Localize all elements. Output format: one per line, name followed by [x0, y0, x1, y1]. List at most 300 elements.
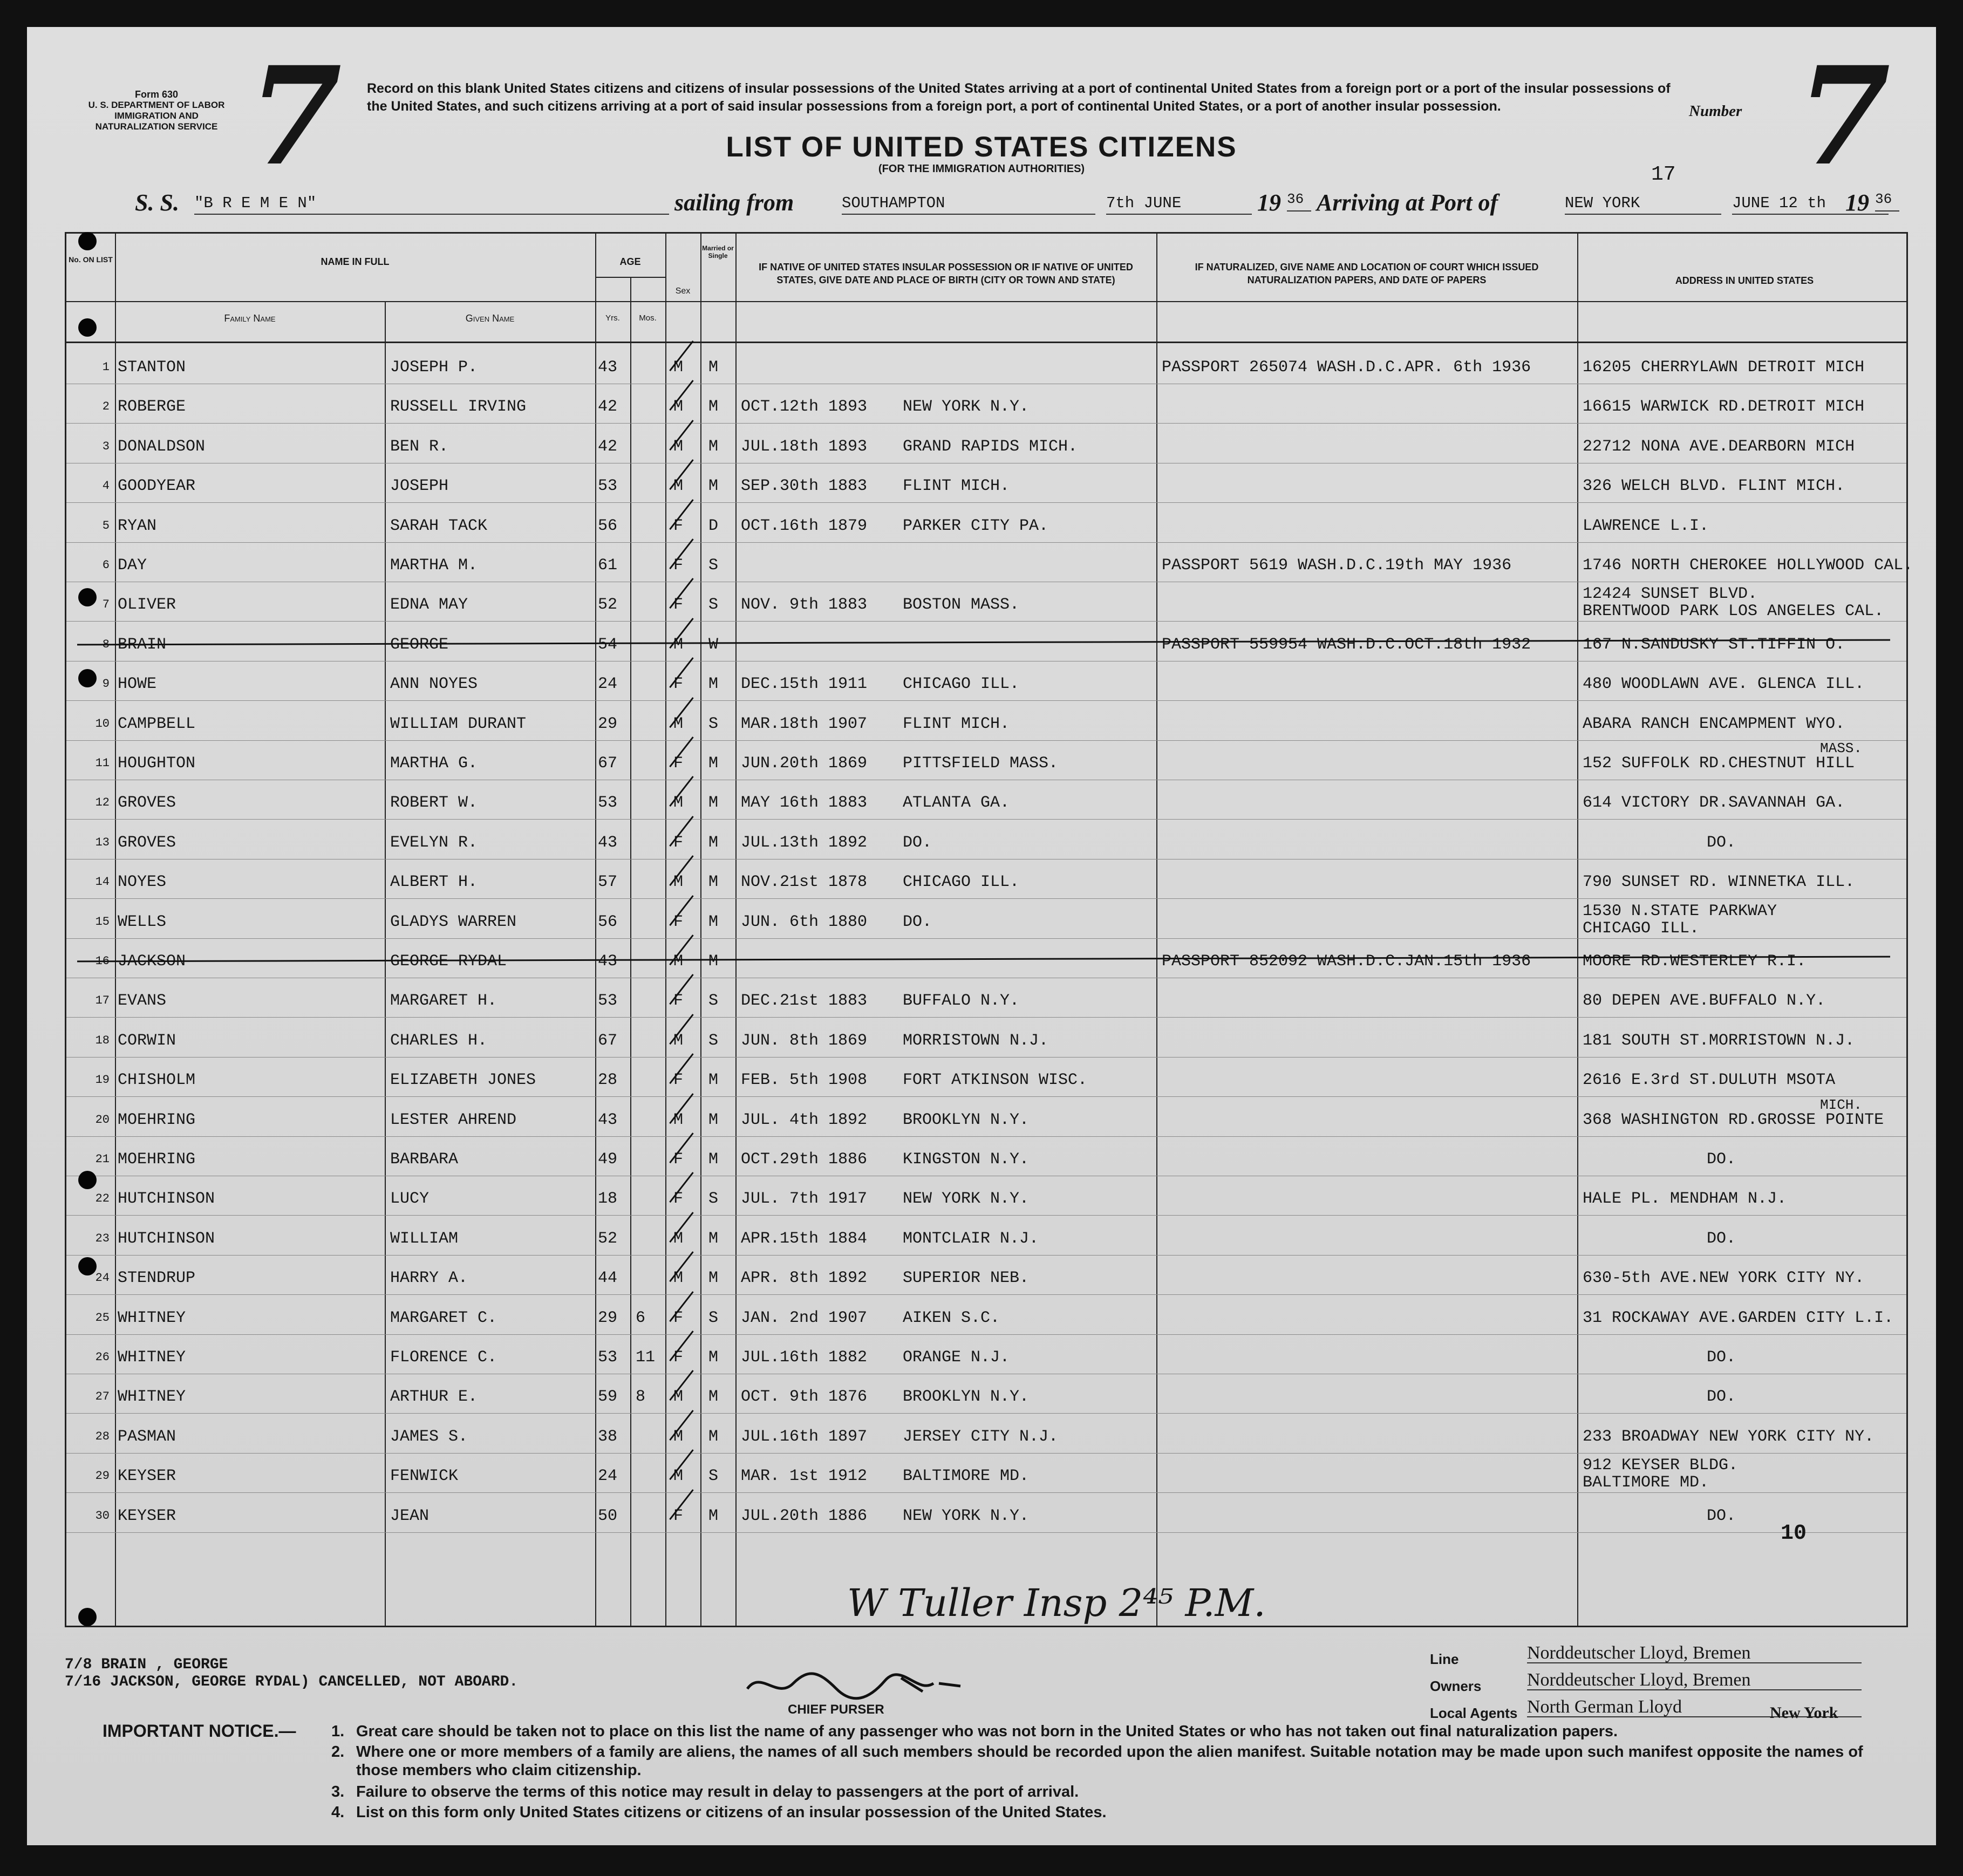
marital-status: S [708, 1190, 719, 1209]
age-years: 53 [598, 992, 618, 1011]
document-subtitle: (FOR THE IMMIGRATION AUTHORITIES) [878, 163, 1085, 175]
age-years: 67 [598, 1031, 618, 1050]
birth-date: FEB. 5th 1908 [741, 1071, 868, 1090]
header-bottom-rule [66, 342, 1906, 343]
age-years: 18 [598, 1190, 618, 1209]
port-of-arrival: NEW YORK [1565, 194, 1721, 215]
table-row [66, 1295, 1906, 1335]
col-naturalized: IF NATURALIZED, GIVE NAME AND LOCATION OF COURT WHICH ISSUED NATURALIZATION PAPERS, AND DATE OF PAPERS [1195, 262, 1539, 285]
line-label: Line [1430, 1651, 1459, 1667]
sex: F [673, 1071, 684, 1090]
marital-status: S [708, 1467, 719, 1486]
age-years: 42 [598, 398, 618, 417]
birth-date: JUL. 4th 1892 [741, 1110, 868, 1129]
address: DO. [1707, 1229, 1736, 1248]
birth-date: OCT.29th 1886 [741, 1150, 868, 1169]
birth-place: DO. [903, 833, 932, 852]
age-years: 24 [598, 675, 618, 694]
sex: F [673, 1348, 684, 1367]
punch-hole [78, 318, 97, 337]
age-years: 49 [598, 1150, 618, 1169]
table-row [66, 1136, 1906, 1176]
cancel-note: 7/8 BRAIN , GEORGE [65, 1656, 228, 1673]
table-row [66, 542, 1913, 582]
birth-date: OCT. 9th 1876 [741, 1388, 868, 1407]
birth-place: AIKEN S.C. [903, 1308, 1000, 1327]
naturalization: PASSPORT 852092 WASH.D.C.JAN.15th 1936 [1162, 952, 1531, 971]
table-row [66, 978, 1906, 1018]
notice-item: 2. Where one or more members of a family are aliens, the names of all such members should be recorded upon the alien manifest. Suitable notation may be made upon such manifest opposite the names of those members who claim citizenship. [331, 1743, 1863, 1779]
line-value: Norddeutscher Lloyd, Bremen [1527, 1643, 1862, 1663]
address: 80 DEPEN AVE.BUFFALO N.Y. [1583, 992, 1826, 1011]
form-identifier [76, 89, 237, 132]
number-label: Number [1689, 103, 1742, 120]
table-row [66, 1414, 1906, 1454]
sex: M [673, 1031, 684, 1050]
address-state-superscript: MICH. [1820, 1096, 1863, 1113]
col-family-name: Family Name [224, 313, 276, 324]
age-years: 43 [598, 358, 618, 377]
sex: M [673, 794, 684, 813]
sex: F [673, 516, 684, 535]
marital-status: M [708, 358, 719, 377]
family-name: BRAIN [118, 635, 167, 654]
family-name: PASMAN [118, 1427, 176, 1446]
family-name: JACKSON [118, 952, 186, 971]
sex: F [673, 912, 684, 931]
ss-label: S. S. [135, 189, 179, 216]
address: 480 WOODLAWN AVE. GLENCA ILL. [1583, 675, 1865, 694]
address: 1530 N.STATE PARKWAY [1583, 902, 1777, 920]
birth-place: DO. [903, 912, 932, 931]
given-name: BEN R. [390, 437, 449, 456]
row-number: 27 [95, 1390, 110, 1404]
marital-status: M [708, 833, 719, 852]
family-name: KEYSER [118, 1467, 176, 1486]
birth-place: SUPERIOR NEB. [903, 1269, 1030, 1288]
family-name: WELLS [118, 912, 167, 931]
family-name: STANTON [118, 358, 186, 377]
birth-date: DEC.21st 1883 [741, 992, 868, 1011]
birth-place: MONTCLAIR N.J. [903, 1229, 1039, 1248]
family-name: ROBERGE [118, 398, 186, 417]
age-years: 43 [598, 952, 618, 971]
age-years: 44 [598, 1269, 618, 1288]
birth-place: NEW YORK N.Y. [903, 398, 1030, 417]
address: 181 SOUTH ST.MORRISTOWN N.J. [1583, 1031, 1855, 1050]
given-name: MARGARET H. [390, 992, 497, 1011]
row-number: 2 [102, 400, 110, 414]
marital-status: M [708, 1229, 719, 1248]
sex: F [673, 1506, 684, 1525]
handwritten-page-number-right: 7 [1797, 37, 1891, 195]
table-row [66, 424, 1906, 463]
sex: M [673, 1427, 684, 1446]
age-months: 6 [636, 1308, 646, 1327]
ship-name: "B R E M E N" [194, 194, 669, 215]
marital-status: M [708, 1348, 719, 1367]
punch-hole [78, 232, 97, 250]
handwritten-page-number-left: 7 [248, 37, 342, 195]
col-birth: IF NATIVE OF UNITED STATES INSULAR POSSESSION OR IF NATIVE OF UNITED STATES, GIVE DATE AND PLACE OF BIRTH (CITY OR TOWN AND STATE) [759, 262, 1133, 285]
sex: M [673, 1467, 684, 1486]
given-name: LESTER AHREND [390, 1110, 517, 1129]
manifest-sheet [27, 27, 1936, 1845]
birth-date: MAR. 1st 1912 [741, 1467, 868, 1486]
header-divider [66, 301, 1906, 302]
given-name: EVELYN R. [390, 833, 478, 852]
family-name: DAY [118, 556, 147, 575]
family-name: RYAN [118, 516, 157, 535]
arrival-date: JUNE 12 th [1732, 194, 1889, 215]
row-number: 16 [95, 954, 110, 968]
given-name: GEORGE [390, 635, 449, 654]
given-name: ALBERT H. [390, 873, 478, 892]
family-name: KEYSER [118, 1506, 176, 1525]
sex: F [673, 754, 684, 773]
family-name: WHITNEY [118, 1308, 186, 1327]
sex: M [673, 1388, 684, 1407]
table-row [66, 622, 1906, 661]
row-number: 14 [95, 875, 110, 889]
table-row [66, 1057, 1906, 1097]
row-number: 17 [95, 994, 110, 1008]
col-mos: Mos. [639, 313, 657, 323]
notice-item: 4. List on this form only United States citizens or citizens of an insular possession of the United States. [331, 1804, 1107, 1821]
birth-date: NOV.21st 1878 [741, 873, 868, 892]
birth-date: MAY 16th 1883 [741, 794, 868, 813]
given-name: SARAH TACK [390, 516, 488, 535]
naturalization: PASSPORT 5619 WASH.D.C.19th MAY 1936 [1162, 556, 1512, 575]
given-name: ROBERT W. [390, 794, 478, 813]
family-name: CHISHOLM [118, 1071, 196, 1090]
table-row [66, 780, 1906, 820]
birth-place: BALTIMORE MD. [903, 1467, 1030, 1486]
row-number: 6 [102, 558, 110, 572]
marital-status: M [708, 1071, 719, 1090]
given-name: GLADYS WARREN [390, 912, 517, 931]
family-name: DONALDSON [118, 437, 206, 456]
given-name: MARTHA M. [390, 556, 478, 575]
voyage-line [135, 189, 1916, 232]
arrival-year: 36 [1875, 191, 1899, 212]
birth-place: MORRISTOWN N.J. [903, 1031, 1049, 1050]
address: DO. [1707, 833, 1736, 852]
address: 16615 WARWICK RD.DETROIT MICH [1583, 398, 1865, 417]
row-number: 20 [95, 1113, 110, 1127]
family-name: HOUGHTON [118, 754, 196, 773]
col-age: AGE [619, 256, 641, 267]
address: 1746 NORTH CHEROKEE HOLLYWOOD CAL. [1583, 556, 1913, 575]
local-agents-label: Local Agents [1430, 1705, 1518, 1721]
birth-date: JUL.16th 1897 [741, 1427, 868, 1446]
age-years: 29 [598, 714, 618, 733]
col-given-name: Given Name [465, 313, 515, 324]
row-number: 12 [95, 796, 110, 810]
marital-status: M [708, 754, 719, 773]
family-name: HOWE [118, 675, 157, 694]
table-row [66, 384, 1906, 424]
family-name: STENDRUP [118, 1269, 196, 1288]
table-row [66, 661, 1906, 701]
family-name: EVANS [118, 992, 167, 1011]
birth-place: KINGSTON N.Y. [903, 1150, 1030, 1169]
address: 31 ROCKAWAY AVE.GARDEN CITY L.I. [1583, 1308, 1894, 1327]
marital-status: M [708, 398, 719, 417]
row-number: 21 [95, 1152, 110, 1166]
address: 12424 SUNSET BLVD. [1583, 585, 1758, 604]
family-name: OLIVER [118, 596, 176, 615]
given-name: RUSSELL IRVING [390, 398, 527, 417]
col-address: ADDRESS IN UNITED STATES [1675, 275, 1814, 286]
marital-status: M [708, 477, 719, 496]
age-years: 43 [598, 833, 618, 852]
cancellation-notes [65, 1656, 518, 1691]
family-name: MOEHRING [118, 1110, 196, 1129]
col-no: No. ON LIST [69, 255, 113, 264]
given-name: ELIZABETH JONES [390, 1071, 536, 1090]
sex: M [673, 873, 684, 892]
table-row [66, 1374, 1906, 1414]
given-name: GEORGE RYDAL [390, 952, 507, 971]
naturalization: PASSPORT 265074 WASH.D.C.APR. 6th 1936 [1162, 358, 1531, 377]
departure-date: 7th JUNE [1106, 194, 1252, 215]
sex: F [673, 1308, 684, 1327]
marital-status: M [708, 1388, 719, 1407]
birth-place: PITTSFIELD MASS. [903, 754, 1059, 773]
address: 233 BROADWAY NEW YORK CITY NY. [1583, 1427, 1875, 1446]
address: 912 KEYSER BLDG. [1583, 1456, 1739, 1475]
sex: M [673, 398, 684, 417]
table-row [66, 938, 1906, 978]
address: DO. [1707, 1506, 1736, 1525]
marital-status: W [708, 635, 719, 654]
birth-date: JUN. 8th 1869 [741, 1031, 868, 1050]
family-name: WHITNEY [118, 1348, 186, 1367]
given-name: EDNA MAY [390, 596, 468, 615]
address: 16205 CHERRYLAWN DETROIT MICH [1583, 358, 1865, 377]
given-name: JOSEPH [390, 477, 449, 496]
purser-title: CHIEF PURSER [788, 1702, 884, 1717]
inspector-handwritten-note: W Tuller Insp 2⁴⁵ P.M. [847, 1581, 1266, 1625]
row-number: 4 [102, 479, 110, 493]
form-number: Form 630 [134, 89, 179, 100]
address: MOORE RD.WESTERLEY R.I. [1583, 952, 1807, 971]
row-number: 23 [95, 1231, 110, 1245]
family-name: CAMPBELL [118, 714, 196, 733]
birth-date: OCT.16th 1879 [741, 516, 868, 535]
marital-status: M [708, 952, 719, 971]
owners-value: Norddeutscher Lloyd, Bremen [1527, 1670, 1862, 1690]
birth-date: JUL.13th 1892 [741, 833, 868, 852]
sex: F [673, 992, 684, 1011]
family-name: WHITNEY [118, 1388, 186, 1407]
given-name: WILLIAM [390, 1229, 459, 1248]
birth-date: APR.15th 1884 [741, 1229, 868, 1248]
birth-date: JUL.18th 1893 [741, 437, 868, 456]
birth-place: CHICAGO ILL. [903, 873, 1020, 892]
sex: M [673, 477, 684, 496]
given-name: ARTHUR E. [390, 1388, 478, 1407]
local-agents-city: New York [1770, 1704, 1838, 1722]
notice-label: IMPORTANT NOTICE.— [103, 1721, 296, 1741]
marital-status: M [708, 794, 719, 813]
table-row [66, 820, 1906, 859]
record-instructions: Record on this blank United States citizens and citizens of insular possessions of the United States arriving at a port of continental United States from a foreign port or a port of the insular possessions of the United States, and such citizens arriving at a port of said insular possessions from a foreign port, a port of continental United States, or a port of another insular possession. [367, 81, 1671, 114]
marital-status: M [708, 912, 719, 931]
birth-place: CHICAGO ILL. [903, 675, 1020, 694]
row-number: 18 [95, 1033, 110, 1047]
row-number: 10 [95, 717, 110, 731]
sex: M [673, 358, 684, 377]
birth-date: JUN. 6th 1880 [741, 912, 868, 931]
address: HALE PL. MENDHAM N.J. [1583, 1190, 1787, 1209]
table-row [66, 1255, 1906, 1295]
table-row [66, 1176, 1906, 1216]
birth-date: JUL.16th 1882 [741, 1348, 868, 1367]
age-years: 43 [598, 1110, 618, 1129]
age-years: 61 [598, 556, 618, 575]
address: DO. [1707, 1388, 1736, 1407]
given-name: MARTHA G. [390, 754, 478, 773]
birth-place: BROOKLYN N.Y. [903, 1110, 1030, 1129]
punch-hole [78, 588, 97, 606]
family-name: MOEHRING [118, 1150, 196, 1169]
row-number: 8 [102, 637, 110, 651]
row-number: 29 [95, 1469, 110, 1483]
notice-item: 3. Failure to observe the terms of this notice may result in delay to passengers at the port of arrival. [331, 1783, 1079, 1800]
form-department: U. S. DEPARTMENT OF LABOR [88, 100, 225, 110]
page-reference: 10 [1781, 1522, 1807, 1546]
marital-status: D [708, 516, 719, 535]
col-name-in-full: NAME IN FULL [321, 256, 390, 267]
table-row [66, 1453, 1906, 1493]
given-name: BARBARA [390, 1150, 459, 1169]
given-name: LUCY [390, 1190, 430, 1209]
form-service: IMMIGRATION AND NATURALIZATION SERVICE [95, 111, 218, 132]
table-row [66, 740, 1906, 780]
given-name: JOSEPH P. [390, 358, 478, 377]
table-row [66, 859, 1906, 899]
family-name: GROVES [118, 794, 176, 813]
row-number: 13 [95, 835, 110, 849]
address-line-2: BRENTWOOD PARK LOS ANGELES CAL. [1583, 602, 1884, 621]
row-number: 15 [95, 915, 110, 929]
marital-status: M [708, 1506, 719, 1525]
marital-status: M [708, 1110, 719, 1129]
family-name: CORWIN [118, 1031, 176, 1050]
row-number: 22 [95, 1192, 110, 1206]
port-of-departure: SOUTHAMPTON [842, 194, 1095, 215]
table-row [66, 503, 1906, 543]
sex: F [673, 833, 684, 852]
address: 167 N.SANDUSKY ST.TIFFIN O. [1583, 635, 1845, 654]
birth-date: DEC.15th 1911 [741, 675, 868, 694]
naturalization: PASSPORT 559954 WASH.D.C.OCT.18th 1932 [1162, 635, 1531, 654]
birth-date: SEP.30th 1883 [741, 477, 868, 496]
table-row [66, 1493, 1906, 1533]
sex: F [673, 556, 684, 575]
row-number: 24 [95, 1271, 110, 1285]
cancel-note: 7/16 JACKSON, GEORGE RYDAL) CANCELLED, NOT ABOARD. [65, 1674, 519, 1690]
sex: M [673, 437, 684, 456]
sex: M [673, 1229, 684, 1248]
row-number: 3 [102, 439, 110, 453]
age-years: 24 [598, 1467, 618, 1486]
birth-date: MAR.18th 1907 [741, 714, 868, 733]
age-years: 53 [598, 477, 618, 496]
address: 614 VICTORY DR.SAVANNAH GA. [1583, 794, 1845, 813]
family-name: HUTCHINSON [118, 1229, 215, 1248]
birth-place: ORANGE N.J. [903, 1348, 1010, 1367]
marital-status: M [708, 1427, 719, 1446]
birth-place: FLINT MICH. [903, 714, 1010, 733]
birth-date: JUL. 7th 1917 [741, 1190, 868, 1209]
address: 22712 NONA AVE.DEARBORN MICH [1583, 437, 1855, 456]
age-years: 53 [598, 794, 618, 813]
address: 2616 E.3rd ST.DULUTH MSOTA [1583, 1071, 1836, 1090]
marital-status: M [708, 675, 719, 694]
document-title: LIST OF UNITED STATES CITIZENS [726, 131, 1237, 163]
col-married-single: Married or Single [702, 244, 734, 260]
birth-place: BROOKLYN N.Y. [903, 1388, 1030, 1407]
address: DO. [1707, 1150, 1736, 1169]
table-row [66, 1097, 1906, 1137]
birth-place: GRAND RAPIDS MICH. [903, 437, 1078, 456]
birth-place: NEW YORK N.Y. [903, 1190, 1030, 1209]
marital-status: S [708, 714, 719, 733]
birth-date: JUN.20th 1869 [741, 754, 868, 773]
birth-date: JAN. 2nd 1907 [741, 1308, 868, 1327]
local-agents-value: North German Lloyd [1527, 1697, 1862, 1717]
given-name: JAMES S. [390, 1427, 468, 1446]
age-years: 50 [598, 1506, 618, 1525]
row-number: 11 [95, 756, 110, 770]
punch-hole [78, 1608, 97, 1626]
marital-status: S [708, 992, 719, 1011]
col-sex: Sex [675, 286, 691, 296]
given-name: ANN NOYES [390, 675, 478, 694]
row-number: 25 [95, 1311, 110, 1325]
sex: F [673, 1190, 684, 1209]
table-row [66, 701, 1906, 741]
given-name: FENWICK [390, 1467, 459, 1486]
age-years: 29 [598, 1308, 618, 1327]
age-years: 57 [598, 873, 618, 892]
age-years: 53 [598, 1348, 618, 1367]
arrival-day-correction: 17 [1651, 163, 1676, 186]
table-row [66, 463, 1906, 503]
sailing-from-label: sailing from [674, 189, 794, 216]
marital-status: M [708, 437, 719, 456]
address-line-2: CHICAGO ILL. [1583, 919, 1700, 938]
birth-date: OCT.12th 1893 [741, 398, 868, 417]
sex: M [673, 952, 684, 971]
marital-status: M [708, 1150, 719, 1169]
age-years: 56 [598, 516, 618, 535]
marital-status: M [708, 873, 719, 892]
age-years: 59 [598, 1388, 618, 1407]
address: 790 SUNSET RD. WINNETKA ILL. [1583, 873, 1855, 892]
row-number: 9 [102, 677, 110, 691]
birth-date: JUL.20th 1886 [741, 1506, 868, 1525]
marital-status: S [708, 1031, 719, 1050]
family-name: GROVES [118, 833, 176, 852]
sex: F [673, 596, 684, 615]
row-number: 28 [95, 1429, 110, 1443]
age-years: 38 [598, 1427, 618, 1446]
sex: M [673, 714, 684, 733]
